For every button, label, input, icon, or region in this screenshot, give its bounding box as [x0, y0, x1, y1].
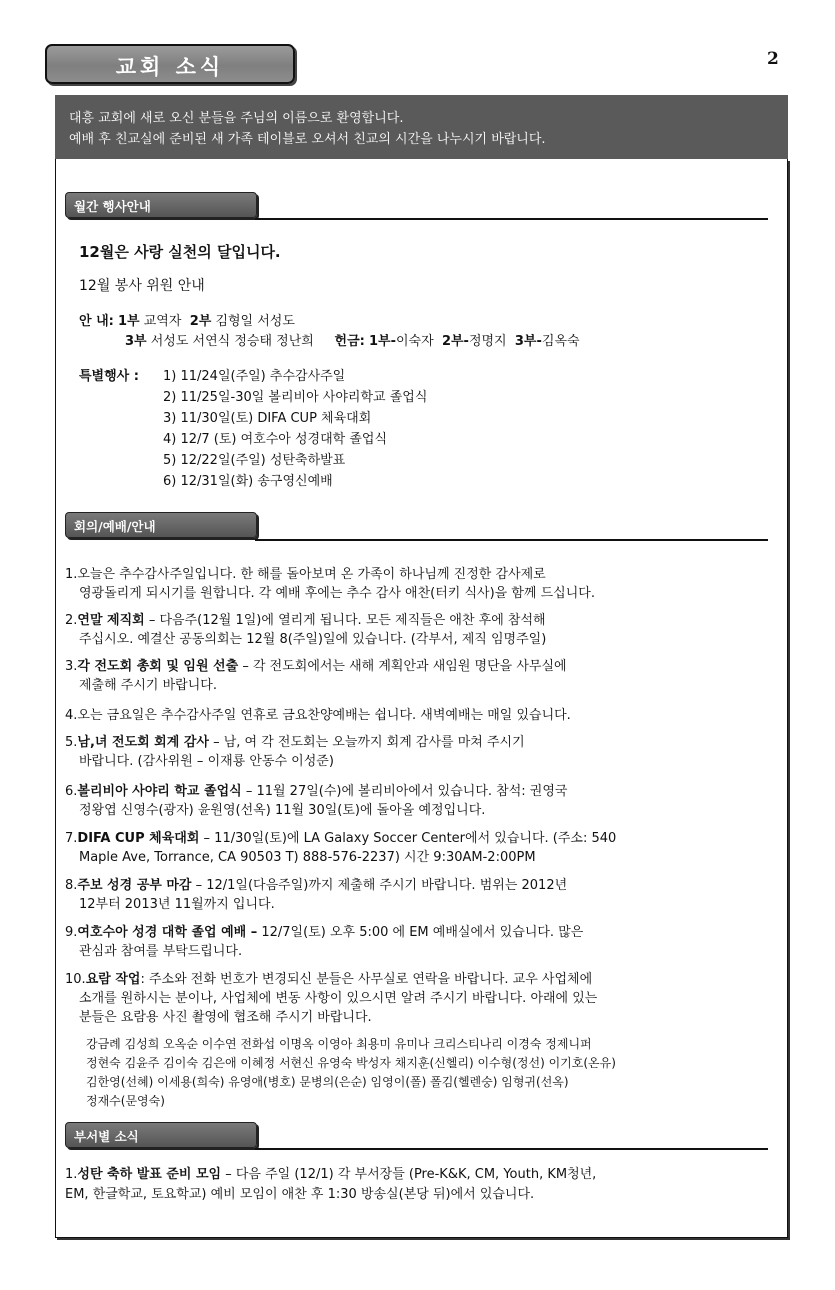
notice-text: – 11/30일(토)에 LA Galaxy Soccer Center에서 있습니다. (주소: 540: [199, 831, 617, 846]
welcome-line-2: 예배 후 친교실에 준비된 새 가족 테이블로 오셔서 친교의 시간을 나누시기 바랍니다.: [69, 132, 546, 147]
photo-names-line-2: 정현숙 김윤주 김이숙 김은애 이혜정 서현신 유영숙 박성자 채지훈(신헬리) 이수형(정선) 이기호(온유): [86, 1056, 616, 1070]
offering-1-name: 이숙자: [395, 334, 434, 349]
notice-10-line-1: [65, 971, 592, 988]
notice-heading: 주보 성경 공부 마감: [77, 878, 192, 893]
offering-1-label: 1부-: [368, 334, 396, 349]
notices-tab-label: 회의/예배/안내: [74, 519, 156, 534]
special-events-label: [79, 368, 139, 385]
notice-7-line-1: [65, 830, 616, 847]
service-1-label: 1부: [117, 314, 140, 329]
offering-2-name: 정명지: [468, 334, 507, 349]
event-item: 1) 11/24일(주일) 추수감사주일: [163, 369, 346, 384]
notice-8-line-1: [65, 877, 567, 894]
notice-number: 1.: [65, 1167, 78, 1182]
section-rule: [255, 539, 768, 541]
event-item: 6) 12/31일(화) 송구영신예배: [163, 474, 333, 489]
notice-text: – 남, 여 각 전도회는 오늘까지 회계 감사를 마쳐 주시기: [208, 735, 525, 750]
notice-5-line-2: 바랍니다. (감사위원 – 이재룡 안동수 이성준): [79, 754, 334, 769]
notice-6-line-2: 정왕엽 신영수(광자) 윤원영(선옥) 11월 30일(토)에 돌아올 예정입니다.: [79, 803, 486, 818]
departments-tab: [65, 1122, 257, 1148]
section-title: 교회 소식: [115, 55, 225, 79]
notice-heading: 요람 작업: [85, 972, 141, 987]
offering-2-label: 2부-: [441, 334, 469, 349]
notice-number: 2.: [65, 613, 78, 628]
section-rule: [255, 1148, 768, 1150]
special-label: 특별행사 :: [79, 369, 139, 384]
notice-9-line-1: [65, 924, 583, 941]
notice-10-line-3: 분들은 요람용 사진 촬영에 협조해 주시기 바랍니다.: [79, 1010, 372, 1025]
event-item: 5) 12/22일(주일) 성탄축하발표: [163, 453, 346, 468]
notice-text: – 다음주(12월 1일)에 열리게 됩니다. 모든 제직들은 애찬 후에 참석해: [144, 613, 546, 628]
service-1-names: 교역자: [143, 314, 182, 329]
notice-5-line-1: [65, 734, 525, 751]
page-number: 2: [767, 49, 779, 69]
offering-3-name: 김옥숙: [541, 334, 580, 349]
notice-3-line-1: [65, 658, 567, 675]
notice-1-line-1: 1.오늘은 추수감사주일입니다. 한 해를 돌아보며 온 가족이 하나님께 진정한 감사제로: [65, 567, 546, 582]
monthly-events-tab-label: 월간 행사안내: [74, 199, 151, 214]
service-3-label: 3부: [125, 334, 147, 349]
notice-2-line-1: [65, 612, 546, 629]
notice-number: 10.: [65, 972, 86, 987]
section-title-tab: [45, 44, 295, 84]
notice-7-line-2: Maple Ave, Torrance, CA 90503 T) 888-576-2237) 시간 9:30AM-2:00PM: [79, 850, 536, 865]
notice-heading: 성탄 축하 발표 준비 모임: [77, 1167, 222, 1182]
notice-number: 6.: [65, 784, 78, 799]
notice-number: 8.: [65, 878, 78, 893]
notice-9-line-2: 관심과 참여를 부탁드립니다.: [79, 944, 243, 959]
volunteer-title: 12월 봉사 위원 안내: [79, 278, 205, 294]
notice-4-line-1: 4.오는 금요일은 추수감사주일 연휴로 금요찬양예배는 쉽니다. 새벽예배는 매일 있습니다.: [65, 708, 571, 723]
notice-text: : 주소와 전화 번호가 변경되신 분들은 사무실로 연락을 바랍니다. 교우 사업체에: [140, 972, 593, 987]
notice-text: – 11월 27일(수)에 볼리비아에서 있습니다. 참석: 권영국: [241, 784, 568, 799]
monthly-events-tab: [65, 192, 257, 218]
notice-text: 12/7일(토) 오후 5:00 에 EM 예배실에서 있습니다. 많은: [257, 925, 584, 940]
offering-3-label: 3부-: [514, 334, 542, 349]
notice-2-line-2: 주십시오. 예결산 공동의회는 12월 8(주일)일에 있습니다. (각부서, 제직 임명주일): [79, 632, 547, 647]
welcome-banner: [55, 95, 788, 159]
notice-heading: 남,녀 전도회 회계 감사: [77, 735, 209, 750]
notice-text: – 12/1일(다음주일)까지 제출해 주시기 바랍니다. 범위는 2012년: [191, 878, 568, 893]
month-headline: 12월은 사랑 실천의 달입니다.: [79, 243, 281, 261]
event-item: 2) 11/25일-30일 볼리비아 사야리학교 졸업식: [163, 390, 428, 405]
service-2-label: 2부: [189, 314, 212, 329]
guide-line-2: [125, 333, 580, 350]
welcome-line-1: 대흥 교회에 새로 오신 분들을 주님의 이름으로 환영합니다.: [69, 111, 404, 126]
notice-heading: 여호수아 성경 대학 졸업 예배 –: [77, 925, 258, 940]
notices-tab: [65, 512, 257, 538]
section-rule: [255, 218, 768, 220]
notice-text: – 각 전도회에서는 새해 계획안과 새임원 명단을 사무실에: [238, 659, 567, 674]
notice-text: – 다음 주일 (12/1) 각 부서장들 (Pre-K&K, CM, Youth, KM청년,: [221, 1167, 597, 1182]
service-3-names: 서성도 서연식 정승태 정난희: [150, 334, 314, 349]
notice-heading: 각 전도회 총회 및 임원 선출: [77, 659, 239, 674]
notice-number: 3.: [65, 659, 78, 674]
notice-8-line-2: 12부터 2013년 11월까지 입니다.: [79, 897, 275, 912]
notice-number: 9.: [65, 925, 78, 940]
department-1-line-2: EM, 한글학교, 토요학교) 예비 모임이 애찬 후 1:30 방송실(본당 뒤)에서 있습니다.: [65, 1187, 535, 1202]
guide-label: 안 내:: [79, 314, 114, 329]
department-1-line-1: [65, 1166, 596, 1183]
photo-names-line-4: 정재수(문영숙): [86, 1094, 165, 1108]
departments-tab-label: 부서별 소식: [74, 1129, 139, 1144]
notice-1-line-2: 영광돌리게 되시기를 원합니다. 각 예배 후에는 추수 감사 애찬(터키 식사)을 함께 드십니다.: [79, 586, 595, 601]
notice-10-line-2: 소개를 원하시는 분이나, 사업체에 변동 사항이 있으시면 알려 주시기 바랍니다. 아래에 있는: [79, 991, 598, 1006]
notice-number: 5.: [65, 735, 78, 750]
event-item: 3) 11/30일(토) DIFA CUP 체육대회: [163, 411, 372, 426]
notice-3-line-2: 제출해 주시기 바랍니다.: [79, 678, 217, 693]
notice-heading: DIFA CUP 체육대회: [77, 831, 200, 846]
guide-line-1: [79, 313, 295, 330]
photo-names-line-3: 김한영(선혜) 이세용(희숙) 유영애(병호) 문병의(은순) 임영이(폴) 폴김(헬렌숭) 임형귀(선옥): [86, 1075, 569, 1089]
notice-heading: 연말 제직회: [77, 613, 145, 628]
notice-6-line-1: [65, 783, 567, 800]
notice-number: 7.: [65, 831, 78, 846]
service-2-names: 김형일 서성도: [215, 314, 295, 329]
notice-heading: 볼리비아 사야리 학교 졸업식: [77, 784, 242, 799]
offering-label: 헌금:: [334, 334, 365, 349]
event-item: 4) 12/7 (토) 여호수아 성경대학 졸업식: [163, 432, 388, 447]
photo-names-line-1: 강금례 김성희 오옥순 이수연 전화섭 이명옥 이영아 최용미 유미나 크리스티나리 이경숙 정제니퍼: [86, 1037, 592, 1051]
